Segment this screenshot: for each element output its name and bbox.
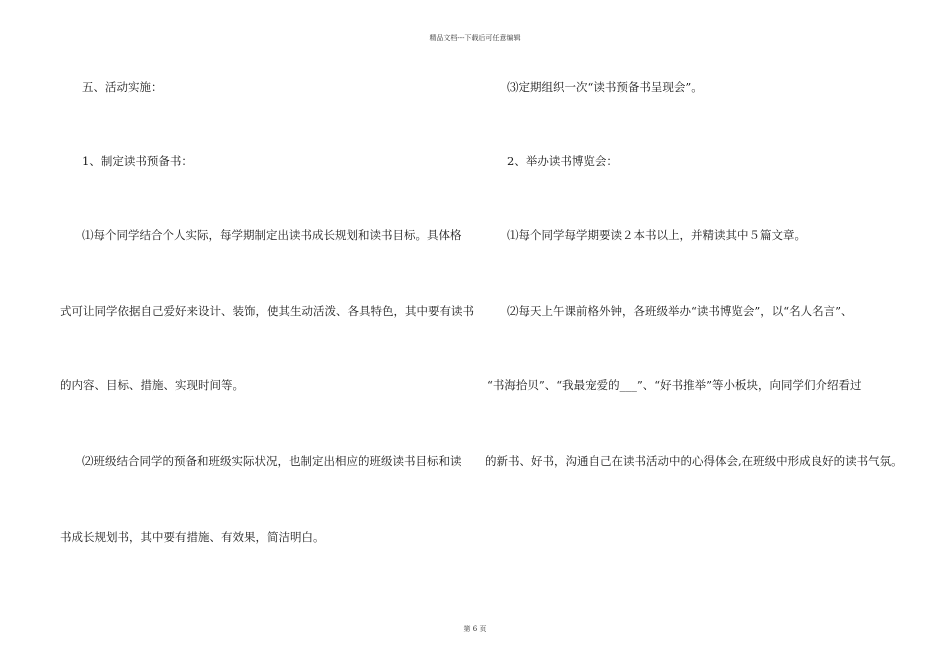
paragraph-line: ⑵每天上午课前格外钟，各班级举办“读书博览会”，以“名人名言”、 (507, 304, 853, 318)
subsection-heading: 1、制定读书预备书： (82, 154, 193, 168)
page-header: 精品文档---下载后可任意编辑 (429, 34, 521, 42)
paragraph-line: “书海拾贝”、“我最宠爱的___”、“好书推举”等小板块，向同学们介绍看过 (487, 378, 862, 392)
paragraph-line: ⑴每个同学结合个人实际，每学期制定出读书成长规划和读书目标。具体格 (82, 228, 462, 242)
paragraph-line: 的内容、目标、措施、实现时间等。 (60, 378, 244, 392)
paragraph-line: ⑴每个同学每学期要读２本书以上，并精读其中５篇文章。 (507, 228, 806, 242)
paragraph-line: 的新书、好书，沟通自己在读书活动中的心得体会,在班级中形成良好的读书气氛。 (485, 454, 903, 468)
paragraph-line: ⑵班级结合同学的预备和班级实际状况，也制定出相应的班级读书目标和读 (82, 454, 462, 468)
subsection-heading: 2、举办读书博览会： (507, 154, 618, 168)
paragraph-line: ⑶定期组织一次“读书预备书呈现会”。 (507, 80, 703, 94)
section-heading: 五、活动实施： (82, 80, 163, 94)
page-number: 第 6 页 (463, 625, 487, 633)
paragraph-line: 书成长规划书，其中要有措施、有效果，简洁明白。 (60, 530, 325, 544)
paragraph-line: 式可让同学依据自己爱好来设计、装饰，使其生动活泼、各具特色，其中要有读书 (60, 304, 474, 318)
